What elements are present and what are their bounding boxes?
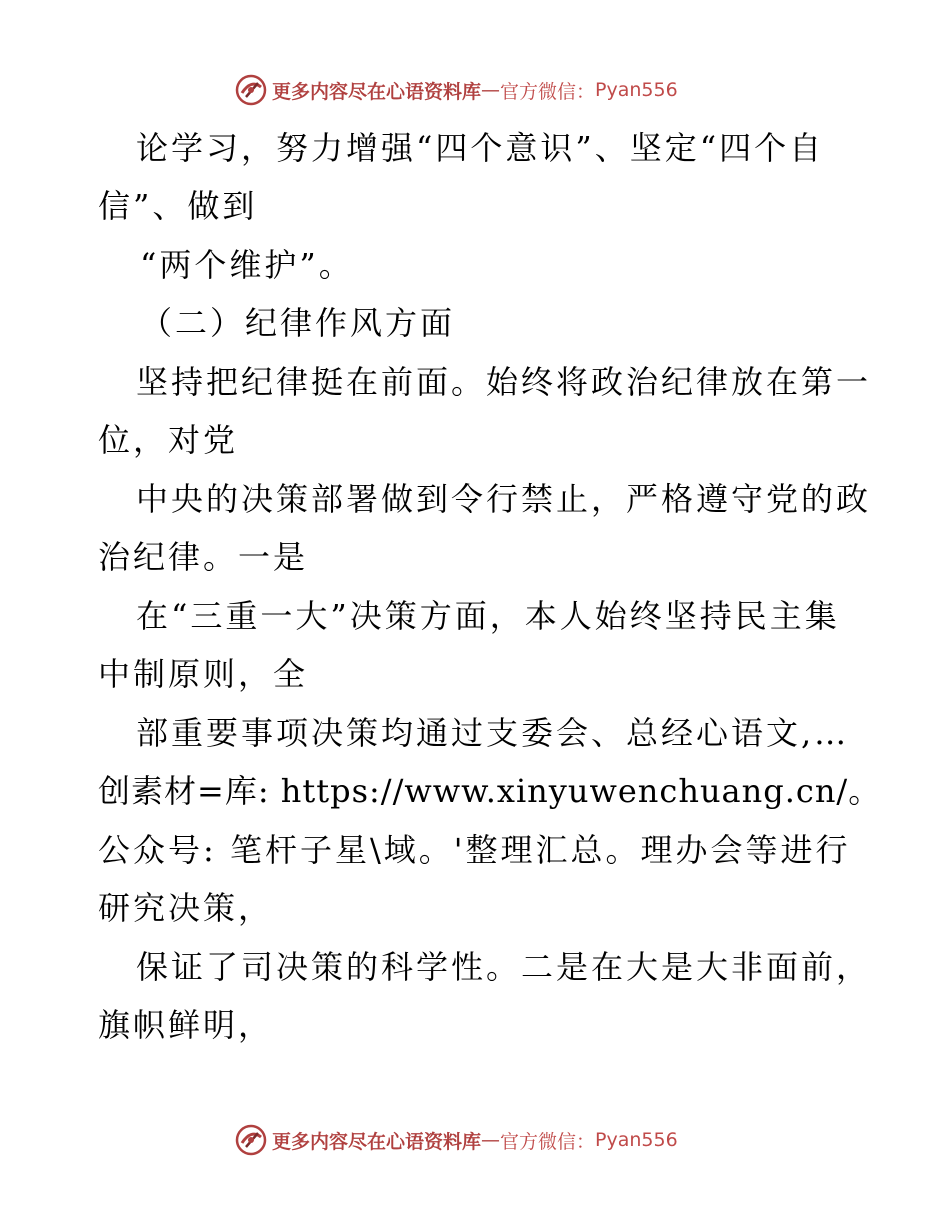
text-line: 公众号: 笔杆子星\域。'整理汇总。理办会等进行: [98, 831, 851, 869]
text-line: 中央的决策部署做到令行禁止，严格遵守党的政: [136, 480, 872, 518]
watermark-suffix: 官方微信：: [500, 80, 596, 103]
watermark-banner-bottom: [234, 1122, 678, 1158]
text-line: 部重要事项决策均通过支委会、总经心语文,…: [136, 714, 850, 752]
text-line: 位，对党: [98, 421, 239, 459]
watermark-brand: 更多内容尽在心语资料库: [272, 80, 482, 103]
text-line: 中制原则，全: [98, 655, 309, 693]
text-line: 创素材=库: https://www.xinyuwenchuang.cn/。: [98, 772, 882, 810]
seal-logo-icon: [234, 1123, 268, 1157]
text-line: 研究决策，: [98, 889, 274, 927]
watermark-banner-top: [234, 72, 678, 108]
seal-logo-icon: [234, 73, 268, 107]
text-line: 论学习，努力增强“四个意识”、坚定“四个自: [136, 129, 825, 167]
watermark-brand: 更多内容尽在心语资料库: [272, 1130, 482, 1153]
text-line: 坚持把纪律挺在前面。始终将政治纪律放在第一: [136, 363, 872, 401]
text-line: 旗帜鲜明，: [98, 1006, 274, 1044]
text-line: 保证了司决策的科学性。二是在大是大非面前，: [136, 948, 872, 986]
watermark-handle: Pyan556: [595, 1129, 678, 1151]
watermark-suffix: 官方微信：: [500, 1130, 596, 1153]
watermark-separator: —: [481, 79, 501, 101]
text-line: 治纪律。一是: [98, 538, 309, 576]
text-line: 在“三重一大”决策方面，本人始终坚持民主集: [136, 597, 840, 635]
text-line: 信”、做到: [98, 187, 258, 225]
section-heading: （二）纪律作风方面: [140, 304, 456, 342]
text-line: “两个维护”。: [140, 246, 354, 284]
watermark-handle: Pyan556: [595, 79, 678, 101]
watermark-separator: —: [481, 1129, 501, 1151]
